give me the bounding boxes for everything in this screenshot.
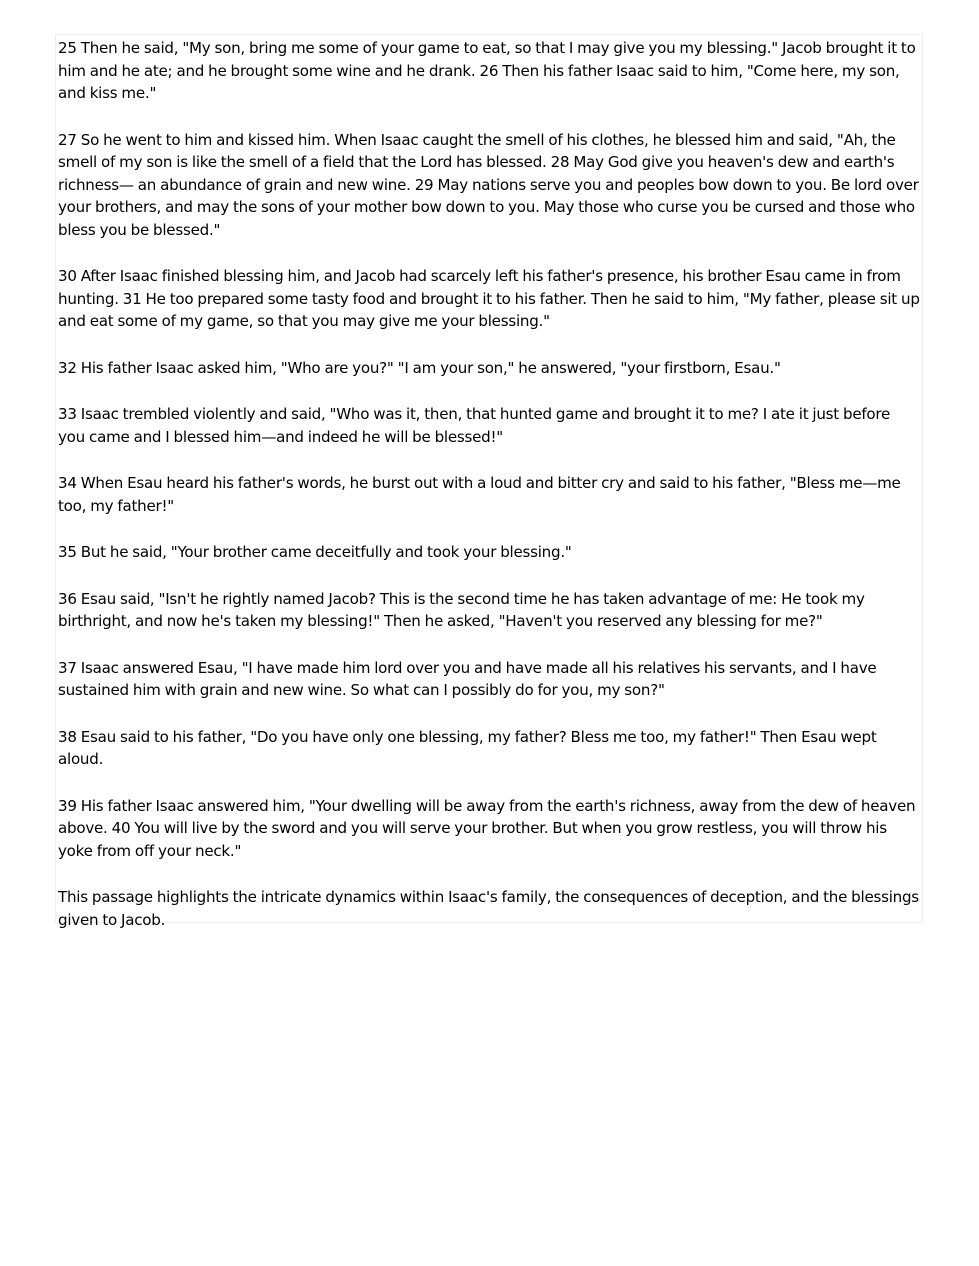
paragraph-verse-34: 34 When Esau heard his father's words, he burst out with a loud and bitter cry and said to his father, "Bless me—me too, my father!" — [58, 474, 901, 515]
paragraph-verse-32: 32 His father Isaac asked him, "Who are you?" "I am your son," he answered, "your firstborn, Esau." — [58, 358, 781, 377]
paragraph-verse-38: 38 Esau said to his father, "Do you have only one blessing, my father? Bless me too, my father!" Then Esau wept aloud. — [58, 727, 877, 768]
paragraph-verse-37: 37 Isaac answered Esau, "I have made him lord over you and have made all his relatives his servants, and I have sustained him with grain and new wine. So what can I possibly do for you, my son?" — [58, 658, 877, 699]
paragraph-verse-36: 36 Esau said, "Isn't he rightly named Jacob? This is the second time he has taken advantage of me: He took my birthright, and now he's taken my blessing!" Then he asked, "Haven't you reserved any blessing for me?" — [58, 589, 865, 630]
paragraph-verse-33: 33 Isaac trembled violently and said, "Who was it, then, that hunted game and brought it to me? I ate it just before you came and I blessed him—and indeed he will be blessed!" — [58, 405, 891, 446]
paragraph-verses-27-29: 27 So he went to him and kissed him. When Isaac caught the smell of his clothes, he blessed him and said, "Ah, the smell of my son is like the smell of a field that the Lord has blessed. 28 May God give you heaven's dew and earth's richness— an abundance of grain and new wine. 29 May nations serve you and peoples bow down to you. Be lord over your brothers, and may the sons of your mother bow down to you. May those who curse you be cursed and those who bless you be blessed." — [58, 130, 919, 239]
summary-paragraph: This passage highlights the intricate dynamics within Isaac's family, the consequences of deception, and the blessings given to Jacob. — [58, 888, 919, 929]
passage-text-box — [55, 34, 923, 929]
paragraph-verses-25-26: 25 Then he said, "My son, bring me some of your game to eat, so that I may give you my blessing." Jacob brought it to him and he ate; and he brought some wine and he drank. 26 Then his father Isaac said to him, "Come here, my son, and kiss me." — [58, 39, 916, 102]
paragraph-verses-30-31: 30 After Isaac finished blessing him, and Jacob had scarcely left his father's presence, his brother Esau came in from hunting. 31 He too prepared some tasty food and brought it to his father. Then he said to him, "My father, please sit up and eat some of my game, so that you may give me your blessing." — [58, 267, 920, 330]
paragraph-verses-39-40: 39 His father Isaac answered him, "Your dwelling will be away from the earth's richness, away from the dew of heaven above. 40 You will live by the sword and you will serve your brother. But when you grow restless, you will throw his yoke from off your neck." — [58, 796, 916, 860]
paragraph-verse-35: 35 But he said, "Your brother came deceitfully and took your blessing." — [58, 543, 572, 561]
